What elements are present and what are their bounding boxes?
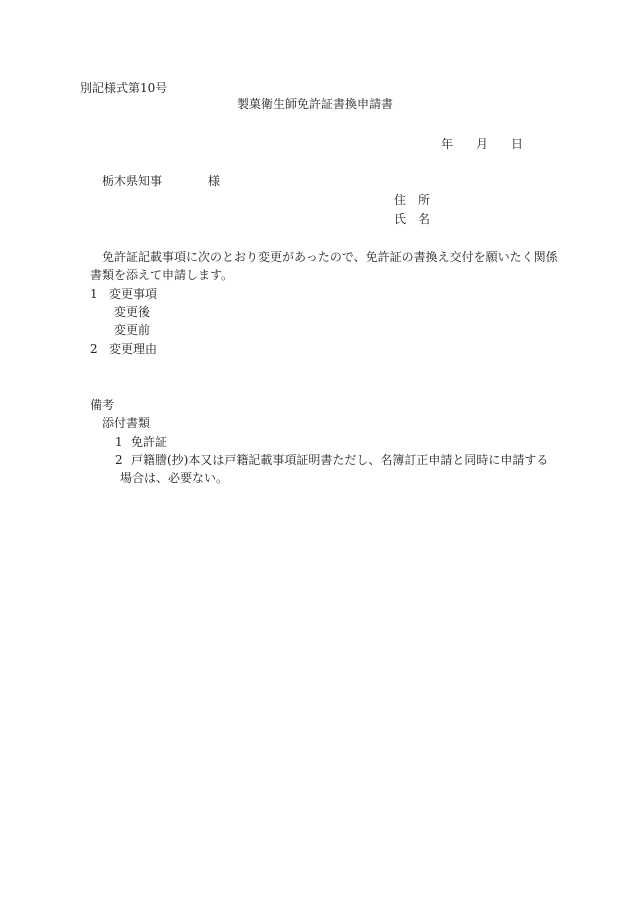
item-1-label: 変更事項 <box>109 287 158 301</box>
item-1-before: 変更前 <box>114 323 151 337</box>
body-line-2: 書類を添えて申請します。 <box>90 268 234 282</box>
page-title: 製菓衛生師免許証書換申請書 <box>237 97 394 111</box>
body-line-1: 免許証記載事項に次のとおり変更があったので、免許証の書換え交付を願いたく関係 <box>102 250 558 264</box>
name-label <box>394 213 430 225</box>
name-label-part1: 氏 <box>394 212 407 226</box>
item-1-after: 変更後 <box>114 305 151 319</box>
address-label-part2: 所 <box>418 193 431 207</box>
addressee-name: 栃木県知事 <box>102 174 163 188</box>
addressee-honorific: 様 <box>208 174 221 188</box>
name-label-part2: 名 <box>418 212 431 226</box>
note-1-text: 免許証 <box>131 435 168 449</box>
date-month-label: 月 <box>476 137 489 151</box>
note-2-line-1: 戸籍謄(抄)本又は戸籍記載事項証明書ただし、名簿訂正申請と同時に申請する <box>131 453 549 467</box>
address-label-part1: 住 <box>394 193 407 207</box>
form-number: 別記様式第10号 <box>80 81 168 95</box>
note-2-number: 2 <box>115 453 123 467</box>
notes-heading: 備考 <box>90 398 115 412</box>
notes-subheading: 添付書類 <box>102 416 151 430</box>
date-day-label: 日 <box>511 137 524 151</box>
item-1-number: 1 <box>90 287 98 301</box>
note-1-number: 1 <box>115 435 123 449</box>
item-2-number: 2 <box>90 342 98 356</box>
date-year-label: 年 <box>441 137 454 151</box>
note-2-line-2: 場合は、必要ない。 <box>120 471 229 485</box>
address-label <box>394 194 430 206</box>
item-2-label: 変更理由 <box>109 342 158 356</box>
